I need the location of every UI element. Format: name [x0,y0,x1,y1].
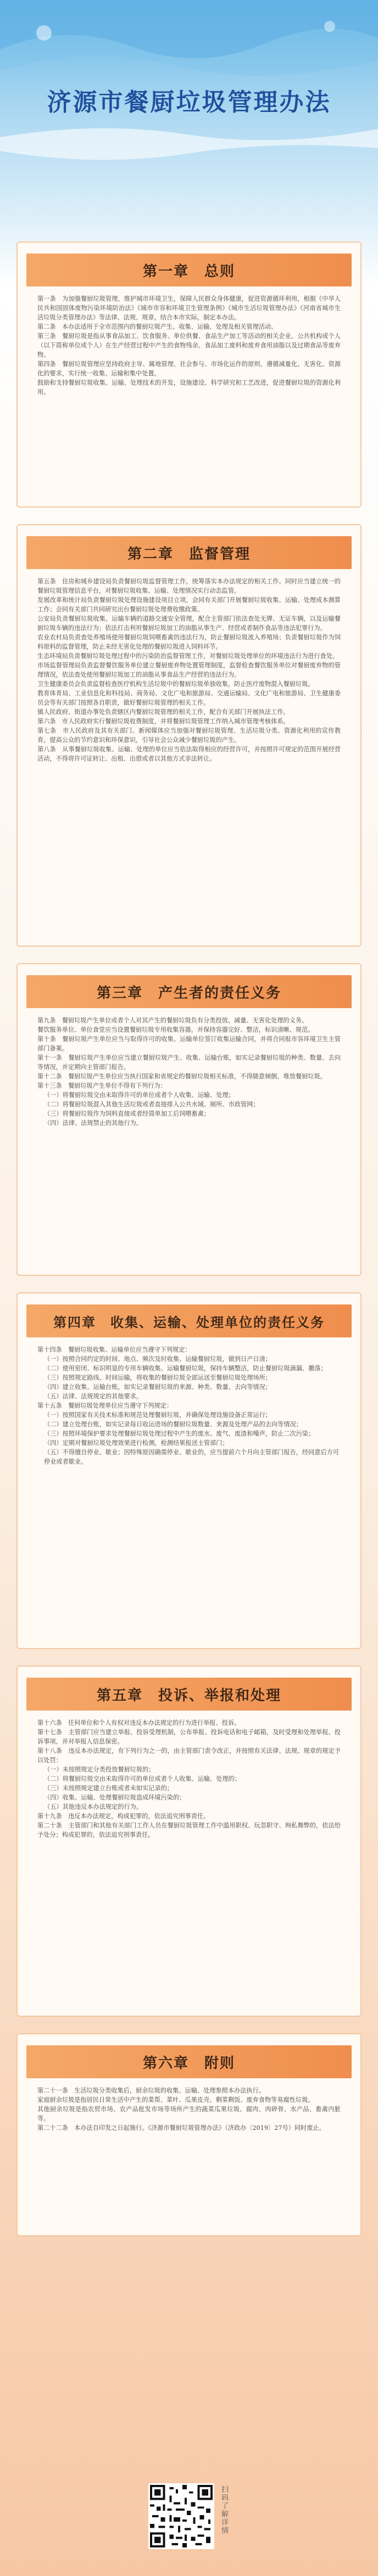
qr-code[interactable] [148,2483,214,2549]
list-item: （四）定期对餐厨垃圾处理效果进行检测，检测结果报送主管部门； [44,1439,229,1447]
paragraph: 第十六条 任何单位和个人有权对违反本办法规定的行为进行举报、投诉。 [37,1719,241,1726]
list-item: （三）按照环境保护要求处理餐厨垃圾处理过程中产生的废水、废气、废渣和噪声，防止二次污染； [44,1430,315,1437]
chapter-card-2 [16,524,362,947]
paragraph: 第二十条 主管部门和其他有关部门工作人员在餐厨垃圾管理工作中滥用职权、玩忽职守、徇私舞弊的，依法给予处分；构成犯罪的，依法追究刑事责任。 [37,1822,341,1838]
hero-background-art [0,0,378,236]
paragraph: 第十九条 违反本办法规定，构成犯罪的，依法追究刑事责任。 [37,1813,210,1820]
paragraph: 第二十一条 生活垃圾分类收集后，厨余垃圾的收集、运输、处理参照本办法执行。 [37,2087,265,2094]
paragraph: 发展改革和统计局负责餐厨垃圾处理设施建设项目立项，会同有关部门开展餐厨垃圾收集、运输、处理成本测算工作；会同有关部门共同研究出台餐厨垃圾处理费收缴政策。 [37,597,341,613]
paragraph: 公安局负责餐厨垃圾收集、运输车辆的道路交通安全管理，配合主管部门依法查处无牌、无证车辆，以及运输餐厨垃圾车辆的违法行为；依法打击利用餐厨垃圾加工的油脂从事生产、经营或者制作食品等违法犯罪行为。 [37,615,341,632]
chapter-heading: 第六章 附则 [26,2045,352,2078]
paragraph: 第十二条 餐厨垃圾产生单位应当执行国家和省规定的餐厨垃圾相关标准，不得随意倾倒、堆放餐厨垃圾。 [37,1073,326,1080]
chapter-card-1 [16,241,362,508]
qr-code-block [148,2483,231,2560]
chapter-heading: 第三章 产生者的责任义务 [26,975,352,1008]
paragraph: 第十七条 主管部门应当建立举报、投诉受理机制，公布举报、投诉电话和电子邮箱，及时受理和处理举报、投诉事项，并对举报人信息保密。 [37,1729,341,1745]
chapter-card-5 [16,1666,362,2017]
chapter-heading: 第二章 监督管理 [26,536,352,569]
paragraph: 第七条 市人民政府及其有关部门、新闻媒体应当加强对餐厨垃圾管理、生活垃圾分类、资源化利用的宣传教育，提高公众的节约意识和环保意识，引导社会公众减少餐厨垃圾的产生。 [37,727,341,744]
paragraph: 第十五条 餐厨垃圾处理单位应当遵守下列规定： [37,1402,173,1409]
paragraph: 市场监督管理局负责监督餐饮服务单位建立餐厨废弃物处置管理制度，监督检查餐饮服务单位对餐厨废弃物的管理情况，依法查处使用餐厨垃圾加工的油脂从事食品生产经营的违法行为。 [37,662,341,678]
paragraph: 第四条 餐厨垃圾管理应坚持政府主导、属地管理、社会参与、市场化运作的原则，遵循减量化、无害化、资源化的要求，实行统一收集、运输和集中处置。 [37,361,341,377]
paragraph: 教育体育局、工业信息化和科技局、商务局、文化广电和旅游局、交通运输局、文化广电和旅游局、卫生健康委员会等有关部门按照各自职责，做好餐厨垃圾管理的相关工作。 [37,690,341,706]
chapter-card-3 [16,963,362,1276]
chapter-heading: 第五章 投诉、举报和处理 [26,1678,352,1711]
list-item: （四）收集、运输、处理餐厨垃圾造成环境污染的； [44,1794,186,1801]
paragraph: 第五条 住房和城乡建设局负责餐厨垃圾监督管理工作，统筹落实本办法规定的相关工作。同时应当建立统一的餐厨垃圾管理信息平台，对餐厨垃圾收集、运输、处理情况实行动态监管。 [37,578,341,594]
qr-caption: 扫码了解详情 [220,2485,228,2535]
paragraph: 第六条 市人民政府实行餐厨垃圾收费制度，并将餐厨垃圾管理工作纳入城市管理考核体系。 [37,718,290,725]
paragraph: 第十三条 餐厨垃圾产生单位不得有下列行为： [37,1082,166,1089]
paragraph: 第一条 为加强餐厨垃圾管理，维护城市环境卫生，保障人民群众身体健康，促进资源循环利用，根据《中华人民共和国固体废物污染环境防治法》《城市市容和环境卫生管理条例》《城市生活垃圾管理办法》《河南省城市生活垃圾分类管理办法》等法律、法规、规章，结合本市实际，制定本办法。 [37,295,341,321]
list-item: （四）建立收集、运输台账，如实记录餐厨垃圾的来源、种类、数量、去向等情况； [44,1383,271,1391]
paragraph: 第十条 餐厨垃圾产生单位应当与取得许可的收集、运输单位签订收集运输合同，并将合同报市容环境卫生主管部门备案。 [37,1036,341,1052]
paragraph: 第二十二条 本办法自印发之日起施行。《济源市餐厨垃圾管理办法》（济政办〔2019〕27号）同时废止。 [37,2124,325,2131]
list-item: （二）将餐厨垃圾交由未取得许可的单位或者个人收集、运输、处理的； [44,1775,241,1782]
paragraph: 第二条 本办法适用于全市范围内的餐厨垃圾产生、收集、运输、处理及相关管理活动。 [37,323,277,330]
list-item: （二）将餐厨垃圾混入其他生活垃圾或者直接排入公共水域、厕所、市政管网； [44,1101,259,1108]
paragraph: 第十四条 餐厨垃圾收集、运输单位应当遵守下列规定： [37,1346,191,1353]
list-item: （一）未按照规定分类投放餐厨垃圾的； [44,1766,155,1773]
list-item: （五）其他违反本办法规定的行为。 [44,1803,143,1810]
chapter-card-6 [16,2033,362,2236]
list-item: （五）法律、法规规定的其他要求。 [44,1393,143,1400]
paragraph: 第十八条 违反本办法规定，有下列行为之一的，由主管部门责令改正，并按照有关法律、法规、规章的规定予以处罚： [37,1747,341,1764]
paragraph: 生态环境局负责餐厨垃圾处理过程中的污染防治监督管理工作，对餐厨垃圾处理单位的环境违法行为进行查处。 [37,653,339,660]
qr-code-icon [150,2485,213,2547]
paragraph: 第三条 餐厨垃圾是指从事食品加工、饮食服务、单位供餐、食品生产加工等活动的相关企业、公共机构或个人（以下简称单位或个人）在生产经营过程中产生的食物残余、食品加工废料和废弃食用油脂以及过期食品等废弃物。 [37,333,341,358]
paragraph: 鼓励和支持餐厨垃圾收集、运输、处理技术的开发，设施建设、科学研究和工艺改进，促进餐厨垃圾的资源化利用。 [37,379,341,396]
paragraph: 第九条 餐厨垃圾产生单位或者个人对其产生的餐厨垃圾负有分类投放、减量、无害化处理的义务。 [37,1017,308,1024]
list-item: （二）建立处理台账，如实记录每日收运进场的餐厨垃圾数量、来源及处理产品的去向等情况； [44,1421,302,1428]
list-item: （四）法律、法规禁止的其他行为。 [44,1120,143,1127]
paragraph: 第十一条 餐厨垃圾产生单位应当建立餐厨垃圾产生、收集、运输台账，如实记录餐厨垃圾的种类、数量、去向等情况，并定期向主管部门报告。 [37,1054,341,1071]
paragraph: 餐饮服务单位、单位食堂应当设置餐厨垃圾专用收集容器，并保持容器完好、整洁，标识清晰、规范。 [37,1026,314,1033]
list-item: （一）按照国家有关技术标准和规范处理餐厨垃圾，并确保处理设施设备正常运行； [44,1411,271,1419]
page-title: 济源市餐厨垃圾管理办法 [47,88,331,116]
chapter-card-4 [16,1292,362,1649]
hero-banner [0,0,378,236]
chapter-heading: 第四章 收集、运输、处理单位的责任义务 [26,1304,352,1337]
chapter-heading: 第一章 总则 [26,254,352,286]
list-item: （三）将餐厨垃圾作为饲料直接或者经简单加工后饲喂畜禽； [44,1110,210,1117]
paragraph: 镇人民政府、街道办事处负责辖区内餐厨垃圾管理的相关工作，配合有关部门开展执法工作。 [37,708,290,716]
paragraph: 第八条 从事餐厨垃圾收集、运输、处理的单位应当依法取得相应的经营许可，并按照许可规定的范围开展经营活动，不得将许可证转让、出租、出借或者以其他方式非法转让。 [37,746,341,762]
paragraph: 农业农村局负责查处养殖场使用餐厨垃圾饲喂畜禽的违法行为，防止餐厨垃圾流入养殖场；负责餐厨垃圾作为饲料原料的监督管理，防止未经无害化处理的餐厨垃圾进入饲料环节。 [37,634,341,650]
paragraph: 卫生健康委员会负责监督检查医疗机构生活垃圾中的餐厨垃圾单独收集，防止医疗废物混入餐厨垃圾。 [37,680,314,688]
list-item: （三）未按照规定建立台账或者未如实记录的； [44,1785,173,1792]
list-item: （二）使用密闭、标识明显的专用车辆收集、运输餐厨垃圾，保持车辆整洁，防止餐厨垃圾滴漏、撒落； [44,1365,327,1372]
paragraph: 家庭厨余垃圾是指居民日常生活中产生的菜帮、菜叶、瓜果皮壳、剩菜剩饭、废弃食物等易腐性垃圾。 [37,2096,314,2103]
list-item: （三）按照规定路线、时间运输，将收集的餐厨垃圾全部运送至餐厨垃圾处理场所； [44,1374,271,1381]
list-item: （五）不得擅自停业、歇业；因特殊原因确需停业、歇业的，应当提前六个月向主管部门报告，经同意后方可停业或者歇业。 [44,1449,340,1465]
list-item: （一）将餐厨垃圾交由未取得许可的单位或者个人收集、运输、处理； [44,1092,235,1099]
list-item: （一）按照合同约定的时间、地点、频次及时收集、运输餐厨垃圾，做到日产日清； [44,1356,271,1363]
paragraph: 其他厨余垃圾是指农贸市场、农产品批发市场等场所产生的蔬菜瓜果垃圾、腐肉、肉碎骨、水产品、畜禽内脏等。 [37,2106,341,2122]
